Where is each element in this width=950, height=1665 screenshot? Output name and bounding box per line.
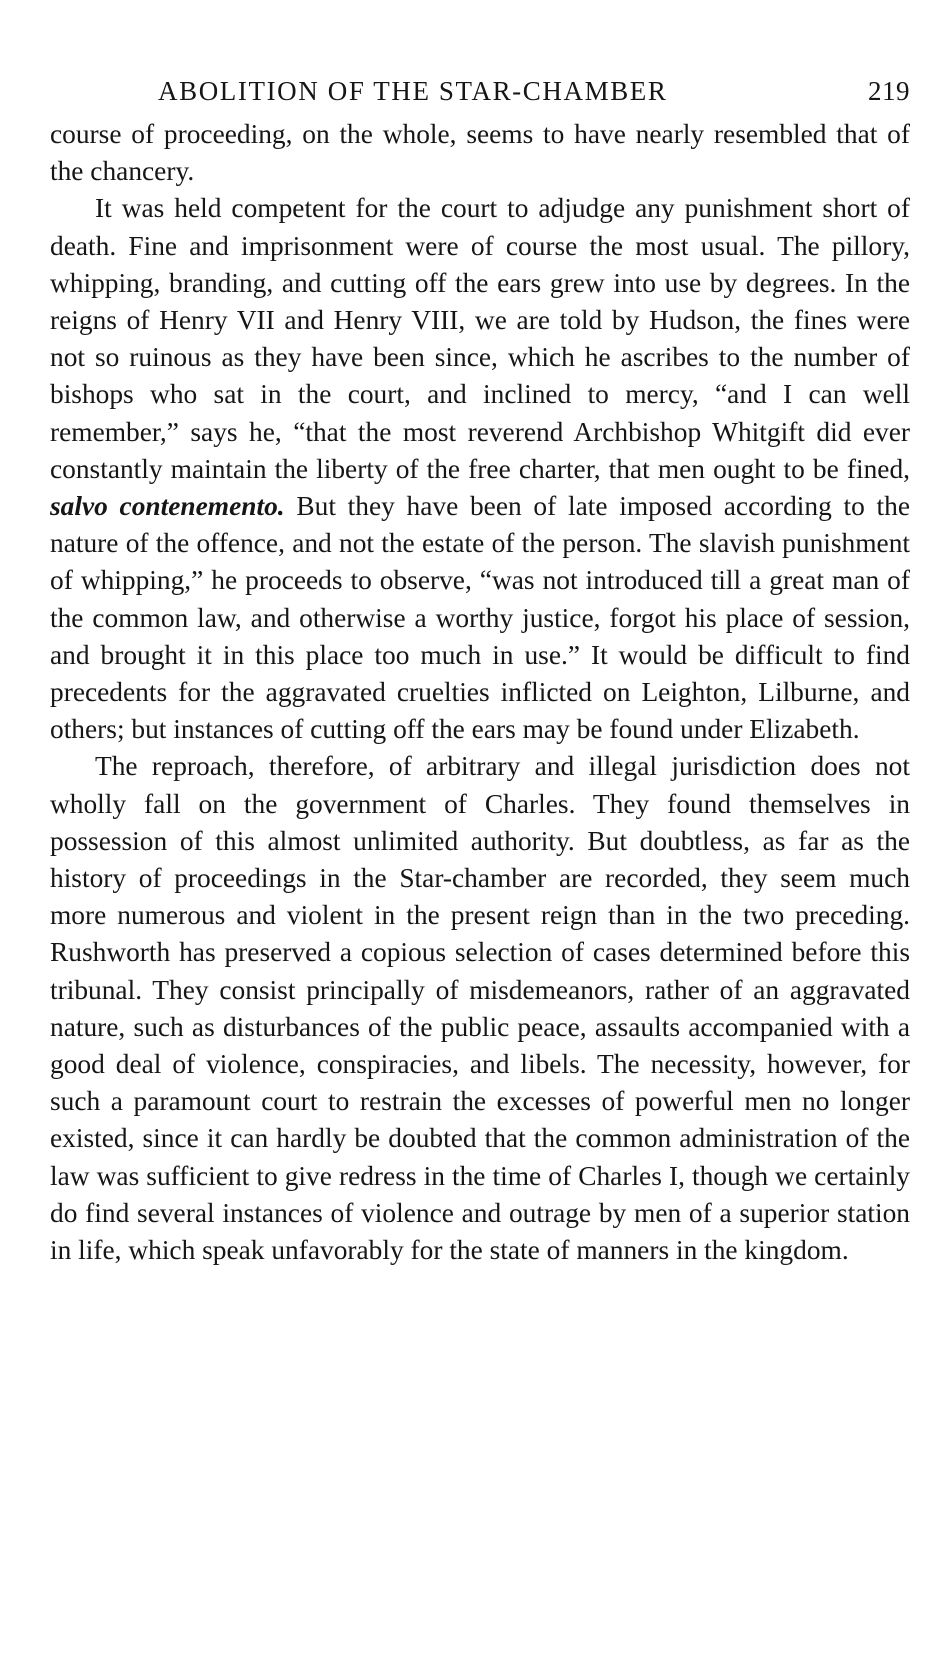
body-text	[50, 116, 910, 1269]
paragraph-text: But they have been of late imposed according to the nature of the offence, and not the estate of the person. The slavish punishment of whipping,” he proceeds to observe, “was not introduced till a great man of the common law, and otherwise a worthy justice, forgot his place of session, and brought it in this place too much in use.” It would be difficult to find precedents for the aggravated cruelties inflicted on Leighton, Lilburne, and others; but instances of cutting off the ears may be found under Elizabeth.	[50, 491, 910, 745]
book-page	[50, 60, 910, 1269]
running-title: ABOLITION OF THE STAR-CHAMBER	[158, 76, 668, 106]
paragraph-reproach: The reproach, therefore, of arbitrary and illegal jurisdiction does not wholly fall on the government of Charles. They found themselves in possession of this almost unlimited authority. But doubtless, as far as the history of proceedings in the Star-chamber are recorded, they seem much more numerous and violent in the present reign than in the two preceding. Rushworth has preserved a copious selection of cases determined before this tribunal. They consist principally of misdemeanors, rather of an aggravated nature, such as disturbances of the public peace, assaults accompanied with a good deal of violence, conspiracies, and libels. The necessity, however, for such a paramount court to restrain the excesses of powerful men no longer existed, since it can hardly be doubted that the common administration of the law was sufficient to give redress in the time of Charles I, though we certainly do find several instances of violence and outrage by men of a superior station in life, which speak unfavorably for the state of manners in the kingdom.	[50, 751, 910, 1266]
running-header	[50, 60, 910, 116]
paragraph-punishments	[50, 190, 910, 748]
paragraph-continued: course of proceeding, on the whole, seems to have nearly resembled that of the chancery.	[50, 119, 910, 187]
page-number: 219	[868, 76, 910, 106]
paragraph-text: It was held competent for the court to adjudge any punishment short of death. Fine and imprisonment were of course the most usual. The pillory, whipping, branding, and cutting off the ears grew into use by degrees. In the reigns of Henry VII and Henry VIII, we are told by Hudson, the fines were not so ruinous as they have been since, which he ascribes to the number of bishops who sat in the court, and inclined to mercy, “and I can well remember,” says he, “that the most reverend Archbishop Whitgift did ever constantly maintain the liberty of the free charter, that men ought to be fined,	[50, 193, 910, 484]
latin-phrase: salvo contenemento.	[50, 491, 285, 522]
